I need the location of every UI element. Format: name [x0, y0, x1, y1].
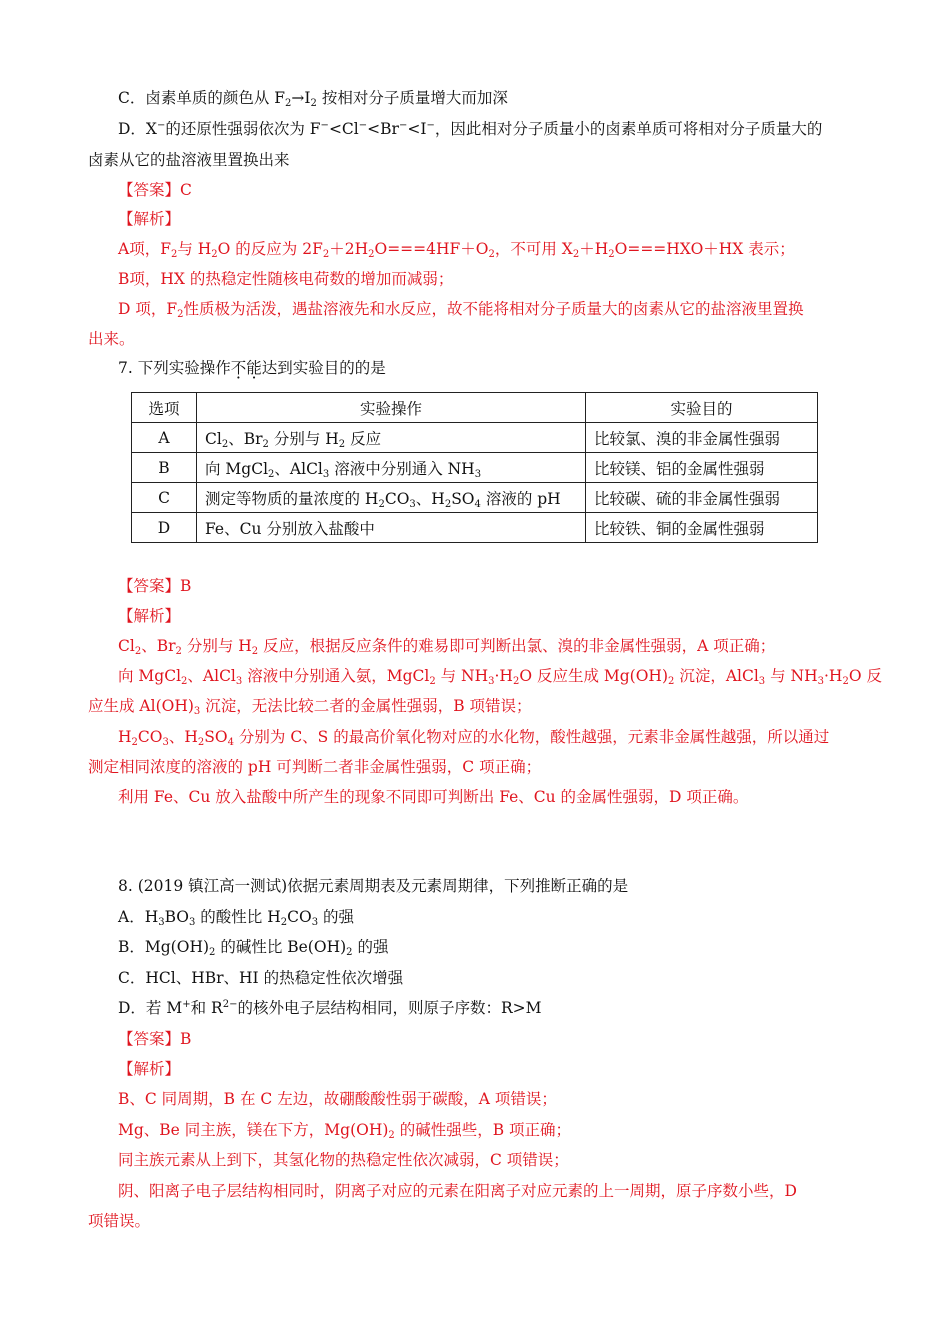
q8-analysis-d-cont: 项错误。	[88, 1212, 151, 1230]
table-row	[132, 513, 818, 543]
table-cell-goal: 比较氯、溴的非金属性强弱	[586, 423, 818, 453]
table-cell-goal: 比较碳、硫的非金属性强弱	[586, 483, 818, 513]
table-cell-option: A	[132, 423, 197, 453]
q6-analysis-label: 【解析】	[118, 210, 181, 228]
q7-analysis-c-cont: 测定相同浓度的溶液的 pH 可判断二者非金属性强弱，C 项正确；	[88, 758, 542, 776]
q6-option-d: D．X−的还原性强弱依次为 F−<Cl−<Br−<I−，因此相对分子质量小的卤素单质可将相对分子质量大的	[118, 120, 823, 138]
q8-analysis-d: 阴、阳离子电子层结构相同时，阴离子对应的元素在阳离子对应元素的上一周期，原子序数小些，D	[118, 1182, 797, 1200]
table-cell-option: C	[132, 483, 197, 513]
q7-analysis-d: 利用 Fe、Cu 放入盐酸中所产生的现象不同即可判断出 Fe、Cu 的金属性强弱，D 项正确。	[118, 788, 749, 806]
q8-answer: 【答案】B	[118, 1030, 192, 1048]
q7-question: 7. 下列实验操作不能达到实验目的的是	[118, 359, 386, 377]
table-header: 实验操作	[197, 393, 586, 423]
q7-answer: 【答案】B	[118, 577, 192, 595]
table-header: 选项	[132, 393, 197, 423]
table-row	[132, 483, 818, 513]
q8-analysis-c: 同主族元素从上到下，其氢化物的热稳定性依次减弱，C 项错误；	[118, 1151, 569, 1169]
q6-analysis-d: D 项，$F_2$性质极为活泼，遇盐溶液先和水反应，故不能将相对分子质量大的卤素从它的盐溶液里置换	[118, 300, 804, 320]
table-cell-operation: 向 MgCl$_2$、AlCl$_3$ 溶液中分别通入 $NH_3$	[197, 453, 586, 483]
table-cell-goal: 比较镁、铝的金属性强弱	[586, 453, 818, 483]
table-cell-goal: 比较铁、铜的金属性强弱	[586, 513, 818, 543]
q7-table	[131, 392, 818, 543]
table-cell-operation: 测定等物质的量浓度的 $H_2CO_3$、$H_2SO_4$ 溶液的 pH	[197, 483, 586, 513]
q8-analysis-b: Mg、Be 同主族，镁在下方，$Mg(OH)_2$ 的碱性强些，B 项正确；	[118, 1121, 572, 1141]
q6-analysis-b: B项，HX 的热稳定性随核电荷数的增加而减弱；	[118, 270, 454, 288]
q6-option-c: C．卤素单质的颜色从 $F_2\to I_2$ 按相对分子质量增大而加深	[118, 89, 508, 109]
q7-analysis-b-cont: 应生成 $Al(OH)_3$ 沉淀，无法比较二者的金属性强弱，B 项错误；	[88, 697, 532, 717]
q8-question: 8. (2019 镇江高一测试)依据元素周期表及元素周期律，下列推断正确的是	[118, 877, 629, 895]
q6-answer: 【答案】C	[118, 181, 192, 199]
table-cell-operation: $Cl_2$、$Br_2$ 分别与 $H_2$ 反应	[197, 423, 586, 453]
table-cell-operation: Fe、Cu 分别放入盐酸中	[197, 513, 586, 543]
q8-analysis-a: B、C 同周期，B 在 C 左边，故硼酸酸性弱于碳酸，A 项错误；	[118, 1090, 557, 1108]
table-header-row	[132, 393, 818, 423]
table-cell-option: D	[132, 513, 197, 543]
q8-option-c: C．HCl、HBr、HI 的热稳定性依次增强	[118, 969, 404, 987]
q6-analysis-d-cont: 出来。	[88, 330, 135, 348]
q7-analysis-label: 【解析】	[118, 607, 181, 625]
q8-option-a: A．$H_3BO_3$ 的酸性比 $H_2CO_3$ 的强	[118, 908, 354, 928]
table-cell-option: B	[132, 453, 197, 483]
table-row	[132, 423, 818, 453]
q8-option-d: D．若 M+和 $R^{2-}$的核外电子层结构相同，则原子序数：R>M	[118, 999, 542, 1017]
q8-option-b: B．$Mg(OH)_2$ 的碱性比 $Be(OH)_2$ 的强	[118, 938, 389, 958]
table-row	[132, 453, 818, 483]
q6-option-d-cont: 卤素从它的盐溶液里置换出来	[88, 151, 290, 169]
q8-analysis-label: 【解析】	[118, 1060, 181, 1078]
q6-analysis-a: A项，$F_2$与 $H_2O$ 的反应为 $2F_2+2H_2O===4HF+O_2$，不可用 $X_2+H_2O===HXO+HX$ 表示；	[118, 240, 795, 260]
q7-analysis-b: 向 MgCl$_2$、AlCl$_3$ 溶液中分别通入氨，MgCl$_2$ 与 $NH_3\cdot H_2O$ 反应生成 $Mg(OH)_2$ 沉淀，AlCl$_3$ 与 $NH_3\cdot H_2O$ 反	[118, 667, 882, 687]
table-header: 实验目的	[586, 393, 818, 423]
q7-analysis-c: $H_2CO_3$、$H_2SO_4$ 分别为 C、S 的最高价氧化物对应的水化物，酸性越强，元素非金属性越强，所以通过	[118, 728, 830, 748]
q7-analysis-a: $Cl_2$、$Br_2$ 分别与 $H_2$ 反应，根据反应条件的难易即可判断出氯、溴的非金属性强弱，A 项正确；	[118, 637, 776, 657]
